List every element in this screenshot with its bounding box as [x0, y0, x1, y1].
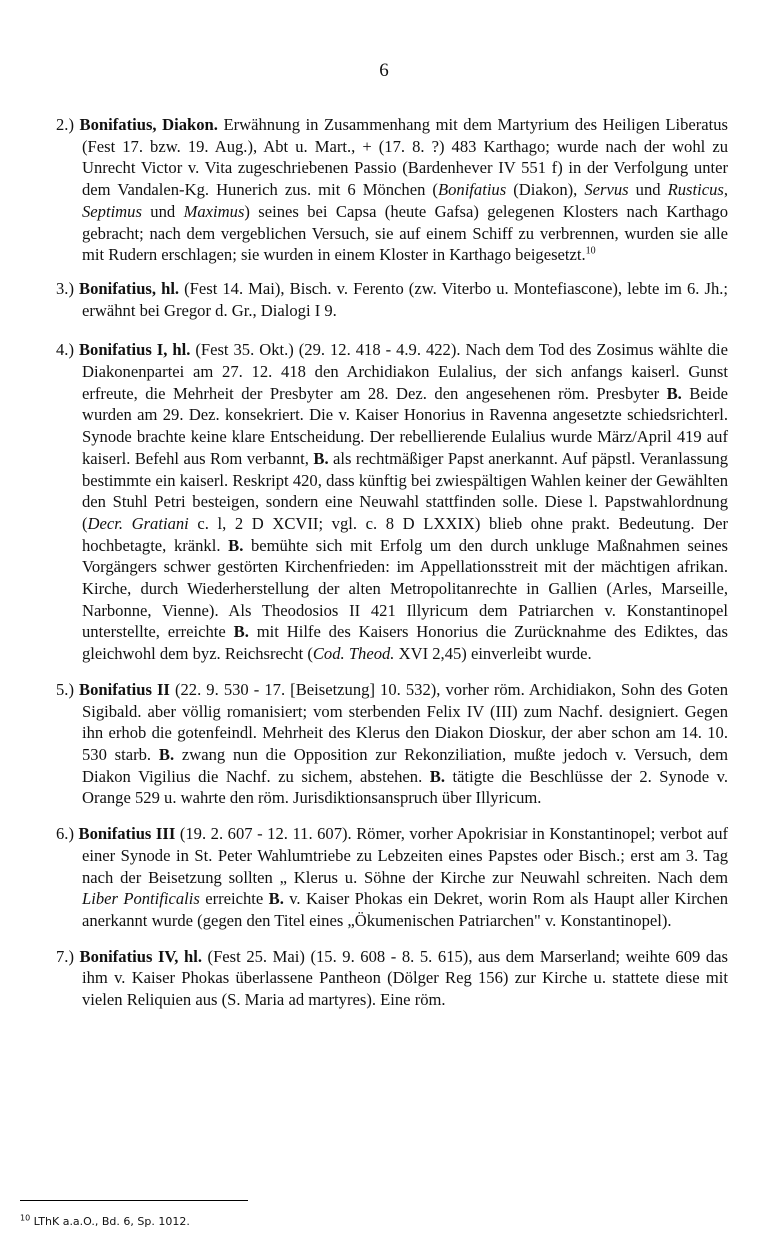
entry-4	[56, 339, 728, 665]
entry-number: 2.)	[56, 115, 80, 134]
entry-5	[56, 679, 728, 809]
page-number: 6	[379, 60, 389, 81]
entry-text: (Diakon),	[506, 180, 585, 200]
bold-text: Bonifatius II	[79, 679, 170, 699]
entry-text: (22. 9. 530 - 17. [Beisetzung] 10. 532), vorher röm. Archidiakon, Sohn des Goten Sigibald. aber völlig romanisiert; vom sterbenden Felix IV (III) zum Nachf. designiert. Gegen ihn erhob die gotenfeindl. Mehrheit des Klerus den Diakon Dioskur, der aber schon am 14. 10. 530 starb.	[82, 679, 728, 764]
entry-7	[56, 946, 728, 1011]
italic-text: Bonifatius	[437, 180, 507, 200]
bold-text: B.	[429, 766, 445, 786]
italic-text: Maximus	[183, 201, 245, 221]
italic-text: Rusticus	[667, 180, 724, 200]
entry-3	[56, 278, 728, 321]
bold-text: B.	[158, 744, 175, 764]
entry-2	[56, 114, 728, 266]
entry-6	[56, 823, 728, 932]
italic-text: Liber Pontificalis	[82, 889, 200, 909]
bold-text: Bonifatius, hl.	[79, 278, 180, 298]
entry-text: zwang nun die Opposition zur Rekonziliation, mußte jedoch v. Versuch, dem Diakon Vigilius die Nachf. zu sichem, abstehen.	[82, 744, 729, 786]
entry-number: 5.)	[56, 679, 80, 699]
entry-text: tätigte die Beschlüsse der 2. Synode v. Orange 529 u. wahrte den röm. Jurisdiktionsanspruch über Illyricum.	[82, 766, 728, 808]
entry-text: als rechtmäßiger Papst anerkannt. Auf päpstl. Veranlassung bestimmte ein kaiserl. Reskript 420, dass künftig bei zwiespältigen Wahlen keiner der Gewählten den Stuhl Petri besteigen, sondern eine Neuwahl stattfinden solle. Diese l. Papstwahlordnung (	[82, 448, 728, 533]
entry-text: bemühte sich mit Erfolg um den durch unkluge Maßnahmen seines Vorgängers schwer gestörten Kirchenfrieden: im Appellationsstreit mit der mächtigen afrikan. Kirche, durch Wiederherstellung der alten Metropolitanrechte in Gallien (Arles, Marseille, Narbonne, Vienne). Als Theodosios II 421 Illyricum dem Patriarchen v. Konstantinopel unterstellte, erreichte	[82, 535, 728, 642]
footnote-mark: 10	[20, 1213, 31, 1223]
footnote-text: LThK a.a.O., Bd. 6, Sp. 1012.	[30, 1215, 190, 1228]
italic-text: Septimus	[82, 201, 142, 221]
bold-text: Bonifatius III	[78, 824, 176, 844]
entry-text: v. Kaiser Phokas ein Dekret, worin Rom als Haupt aller Kirchen anerkannt wurde (gegen den Titel eines „Ökumenischen Patriarchen" v. Konstantinopel).	[82, 889, 728, 930]
entry-text: XVI 2,45) einverleibt wurde.	[394, 644, 592, 664]
entry-number: 6.)	[56, 824, 79, 844]
entry-text: ,	[723, 180, 728, 200]
entry-number: 3.)	[56, 278, 80, 298]
entry-number: 4.)	[56, 340, 79, 360]
entry-text: (Fest 14. Mai), Bisch. v. Ferento (zw. Viterbo u. Montefiascone), lebte im 6. Jh.; erwähnt bei Gregor d. Gr., Dialogi I 9.	[82, 278, 728, 320]
footnote	[20, 1215, 190, 1229]
footnote-separator	[20, 1200, 248, 1201]
footnote-reference: 10	[585, 245, 596, 257]
bold-text: B.	[233, 622, 249, 642]
bold-text: Bonifatius IV, hl.	[79, 946, 202, 966]
entry-text: mit Hilfe des Kaisers Honorius die Zurücknahme des Ediktes, das gleichwohl dem byz. Reichsrecht (	[82, 622, 728, 664]
entry-text: (Fest 35. Okt.) (29. 12. 418 - 4.9. 422). Nach dem Tod des Zosimus wählte die Diakonenpartei am 27. 12. 418 den Archidiakon Eulalius, der sich anfangs kaiserl. Gunst erfreute, die Mehrheit der Presbyter am 28. Dez. den angesehenen röm. Presbyter	[82, 340, 728, 403]
entry-text: (Fest 25. Mai) (15. 9. 608 - 8. 5. 615), aus dem Marserland; weihte 609 das ihm v. Kaiser Phokas überlassene Pantheon (Dölger Reg 156) zur Kirche u. stattete diese mit vielen Reliquien aus (S. Maria ad martyres). Eine röm.	[82, 946, 728, 1010]
bold-text: Bonifatius, Diakon.	[79, 115, 218, 134]
entry-text: c. l, 2 D XCVII; vgl. c. 8 D LXXIX) blieb ohne prakt. Bedeutung. Der hochbetagte, kränkl.	[82, 513, 728, 555]
bold-text: B.	[666, 383, 682, 403]
italic-text: Cod. Theod.	[312, 644, 395, 664]
bold-text: B.	[228, 535, 244, 555]
entry-text: und	[141, 201, 184, 221]
bold-text: B.	[313, 448, 329, 468]
entry-number: 7.)	[56, 946, 80, 966]
entry-text: ) seines bei Capsa (heute Gafsa) gelegenen Klosters nach Karthago gebracht; nach dem vergeblichen Versuch, sie auf einem Schiff zu verbrennen, wurden sie alle mit Rudern erschlagen; sie wurden in einem Kloster in Karthago beigesetzt.	[82, 201, 728, 265]
entry-text: Beide wurden am 29. Dez. konsekriert. Die v. Kaiser Honorius in Ravenna angesetzte schiedsrichterl. Synode brachte keine klare Entscheidung. Der rebellierende Eulalius wurde März/April 419 auf kaiserl. Befehl aus Rom verbannt,	[82, 383, 728, 468]
entry-text: erreichte	[199, 889, 269, 909]
entry-text: (19. 2. 607 - 12. 11. 607). Römer, vorher Apokrisiar in Konstantinopel; verbot auf einer Synode in St. Peter Wahlumtriebe zu Lebzeiten eines Papstes oder Bisch.; erst am 3. Tag nach der Beisetzung sollten „ Klerus u. Söhne der Kirche zur Neuwahl schreiten. Nach dem	[82, 824, 729, 887]
italic-text: Decr. Gratiani	[87, 513, 189, 533]
entry-list	[56, 114, 728, 1025]
italic-text: Servus	[584, 180, 629, 200]
bold-text: B.	[268, 889, 284, 909]
entry-text: Erwähnung in Zusammenhang mit dem Martyrium des Heiligen Liberatus (Fest 17. bzw. 19. Aug.), Abt u. Mart., + (17. 8. ?) 483 Karthago; wurde nach der wohl zu Unrecht Victor v. Vita zugeschriebenen Passio (Bardenhever IV 551 f) in der Verfolgung unter dem Vandalen-Kg. Hunerich zus. mit 6 Mönchen (	[82, 115, 728, 200]
entry-text: und	[628, 180, 668, 200]
bold-text: Bonifatius I, hl.	[78, 340, 191, 360]
